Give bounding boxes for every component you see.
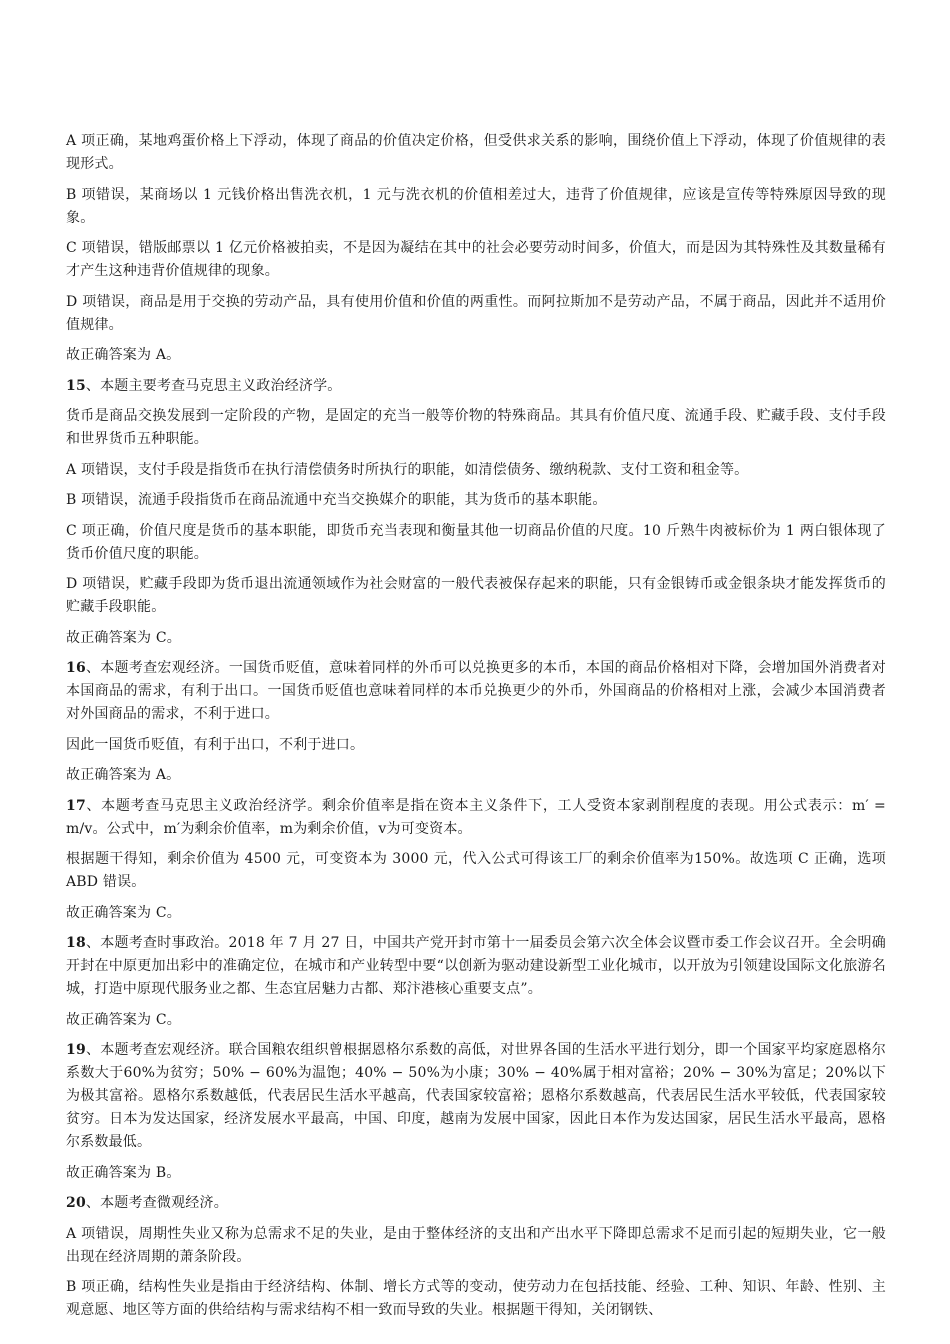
paragraph-20-a: A 项错误，周期性失业又称为总需求不足的失业，是由于整体经济的支出和产出水平下降即总需求不足而引起的短期失业，它一般出现在经济周期的萧条阶段。 [66,1225,886,1265]
question-number: 20 [66,1195,86,1211]
answer-19: 故正确答案为 B。 [66,1164,181,1181]
answer-15: 故正确答案为 C。 [66,629,181,646]
answer-16: 故正确答案为 A。 [66,767,181,783]
question-15-heading [66,375,886,398]
paragraph-17-calc: 根据题干得知，剩余价值为 4500 元，可变资本为 3000 元，代入公式可得该工厂的剩余价值率为150%。故选项 C 正确，选项 ABD 错误。 [66,851,886,890]
paragraph-15-c: C 项正确，价值尺度是货币的基本职能，即货币充当表现和衡量其他一切商品价值的尺度。10 斤熟牛肉被标价为 1 两白银体现了货币价值尺度的职能。 [66,522,886,562]
question-number: 16 [66,660,86,676]
question-number: 19 [66,1042,86,1058]
paragraph-a-correct: A 项正确，某地鸡蛋价格上下浮动，体现了商品的价值决定价格，但受供求关系的影响，围绕价值上下浮动，体现了价值规律的表现形式。 [66,133,886,172]
answer-14: 故正确答案为 A。 [66,347,181,363]
question-16-heading [66,657,886,726]
paragraph-15-a: A 项错误，支付手段是指货币在执行清偿债务时所执行的职能，如清偿债务、缴纳税款、支付工资和租金等。 [66,461,749,478]
question-number: 17 [66,797,86,814]
answer-18: 故正确答案为 C。 [66,1011,181,1028]
paragraph-15-b: B 项错误，流通手段指货币在商品流通中充当交换媒介的职能，其为货币的基本职能。 [66,492,607,508]
paragraph-16-conclusion: 因此一国货币贬值，有利于出口，不利于进口。 [66,736,365,753]
question-text: 、本题主要考查马克思主义政治经济学。 [85,377,342,394]
document-page [66,130,886,1330]
question-number: 15 [66,377,86,394]
question-text: 、本题考查微观经济。 [85,1195,228,1211]
question-text: 、本题考查马克思主义政治经济学。剩余价值率是指在资本主义条件下，工人受资本家剥削程度的表现。用公式表示：m′ = m/v。公式中，m′为剩余价值率，m为剩余价值，v为可变资本。 [66,797,886,837]
question-number: 18 [66,935,86,951]
paragraph-20-b: B 项正确，结构性失业是指由于经济结构、体制、增长方式等的变动，使劳动力在包括技能、经验、工种、知识、年龄、性别、主观意愿、地区等方面的供给结构与需求结构不相一致而导致的失业。根据题干得知，关闭钢铁、 [66,1279,886,1318]
question-19-heading [66,1039,886,1154]
question-18-heading [66,932,886,1001]
paragraph-d-wrong: D 项错误，商品是用于交换的劳动产品，具有使用价值和价值的两重性。而阿拉斯加不是劳动产品，不属于商品，因此并不适用价值规律。 [66,293,886,333]
paragraph-money-functions: 货币是商品交换发展到一定阶段的产物，是固定的充当一般等价物的特殊商品。其具有价值尺度、流通手段、贮藏手段、支付手段和世界货币五种职能。 [66,408,886,447]
paragraph-c-wrong: C 项错误，错版邮票以 1 亿元价格被拍卖，不是因为凝结在其中的社会必要劳动时间多，价值大，而是因为其特殊性及其数量稀有才产生这种违背价值规律的现象。 [66,240,886,279]
paragraph-15-d: D 项错误，贮藏手段即为货币退出流通领域作为社会财富的一般代表被保存起来的职能，只有金银铸币或金银条块才能发挥货币的贮藏手段职能。 [66,576,886,615]
question-text: 、本题考查宏观经济。联合国粮农组织曾根据恩格尔系数的高低，对世界各国的生活水平进行划分，即一个国家平均家庭恩格尔系数大于60%为贫穷；50% − 60%为温饱；40% − 50%为小康；30% − 40%属于相对富裕；20% − 30%为富足；20%以下为极其富裕。恩格尔系数越低，代表居民生活水平越高，代表国家较富裕；恩格尔系数越高，代表居民生活水平较低，代表国家较贫穷。日本为发达国家，经济发展水平最高，中国、印度，越南为发展中国家，因此日本作为发达国家，居民生活水平最高，恩格尔系数最低。 [66,1042,886,1150]
paragraph-b-wrong: B 项错误，某商场以 1 元钱价格出售洗衣机，1 元与洗衣机的价值相差过大，违背了价值规律，应该是宣传等特殊原因导致的现象。 [66,186,886,226]
question-text: 、本题考查时事政治。2018 年 7 月 27 日，中国共产党开封市第十一届委员会第六次全体会议暨市委工作会议召开。全会明确开封在中原更加出彩中的准确定位，在城市和产业转型中要“以创新为驱动建设新型工业化城市，以开放为引领建设国际文化旅游名城，打造中原现代服务业之都、生态宜居魅力古都、郑汴港核心重要支点”。 [66,935,886,997]
question-17-heading [66,795,886,841]
question-20-heading [66,1192,886,1215]
question-text: 、本题考查宏观经济。一国货币贬值，意味着同样的外币可以兑换更多的本币，本国的商品价格相对下降，会增加国外消费者对本国商品的需求，有利于出口。一国货币贬值也意味着同样的本币兑换更少的外币，外国商品的价格相对上涨，会减少本国消费者对外国商品的需求，不利于进口。 [66,660,886,722]
answer-17: 故正确答案为 C。 [66,904,181,921]
